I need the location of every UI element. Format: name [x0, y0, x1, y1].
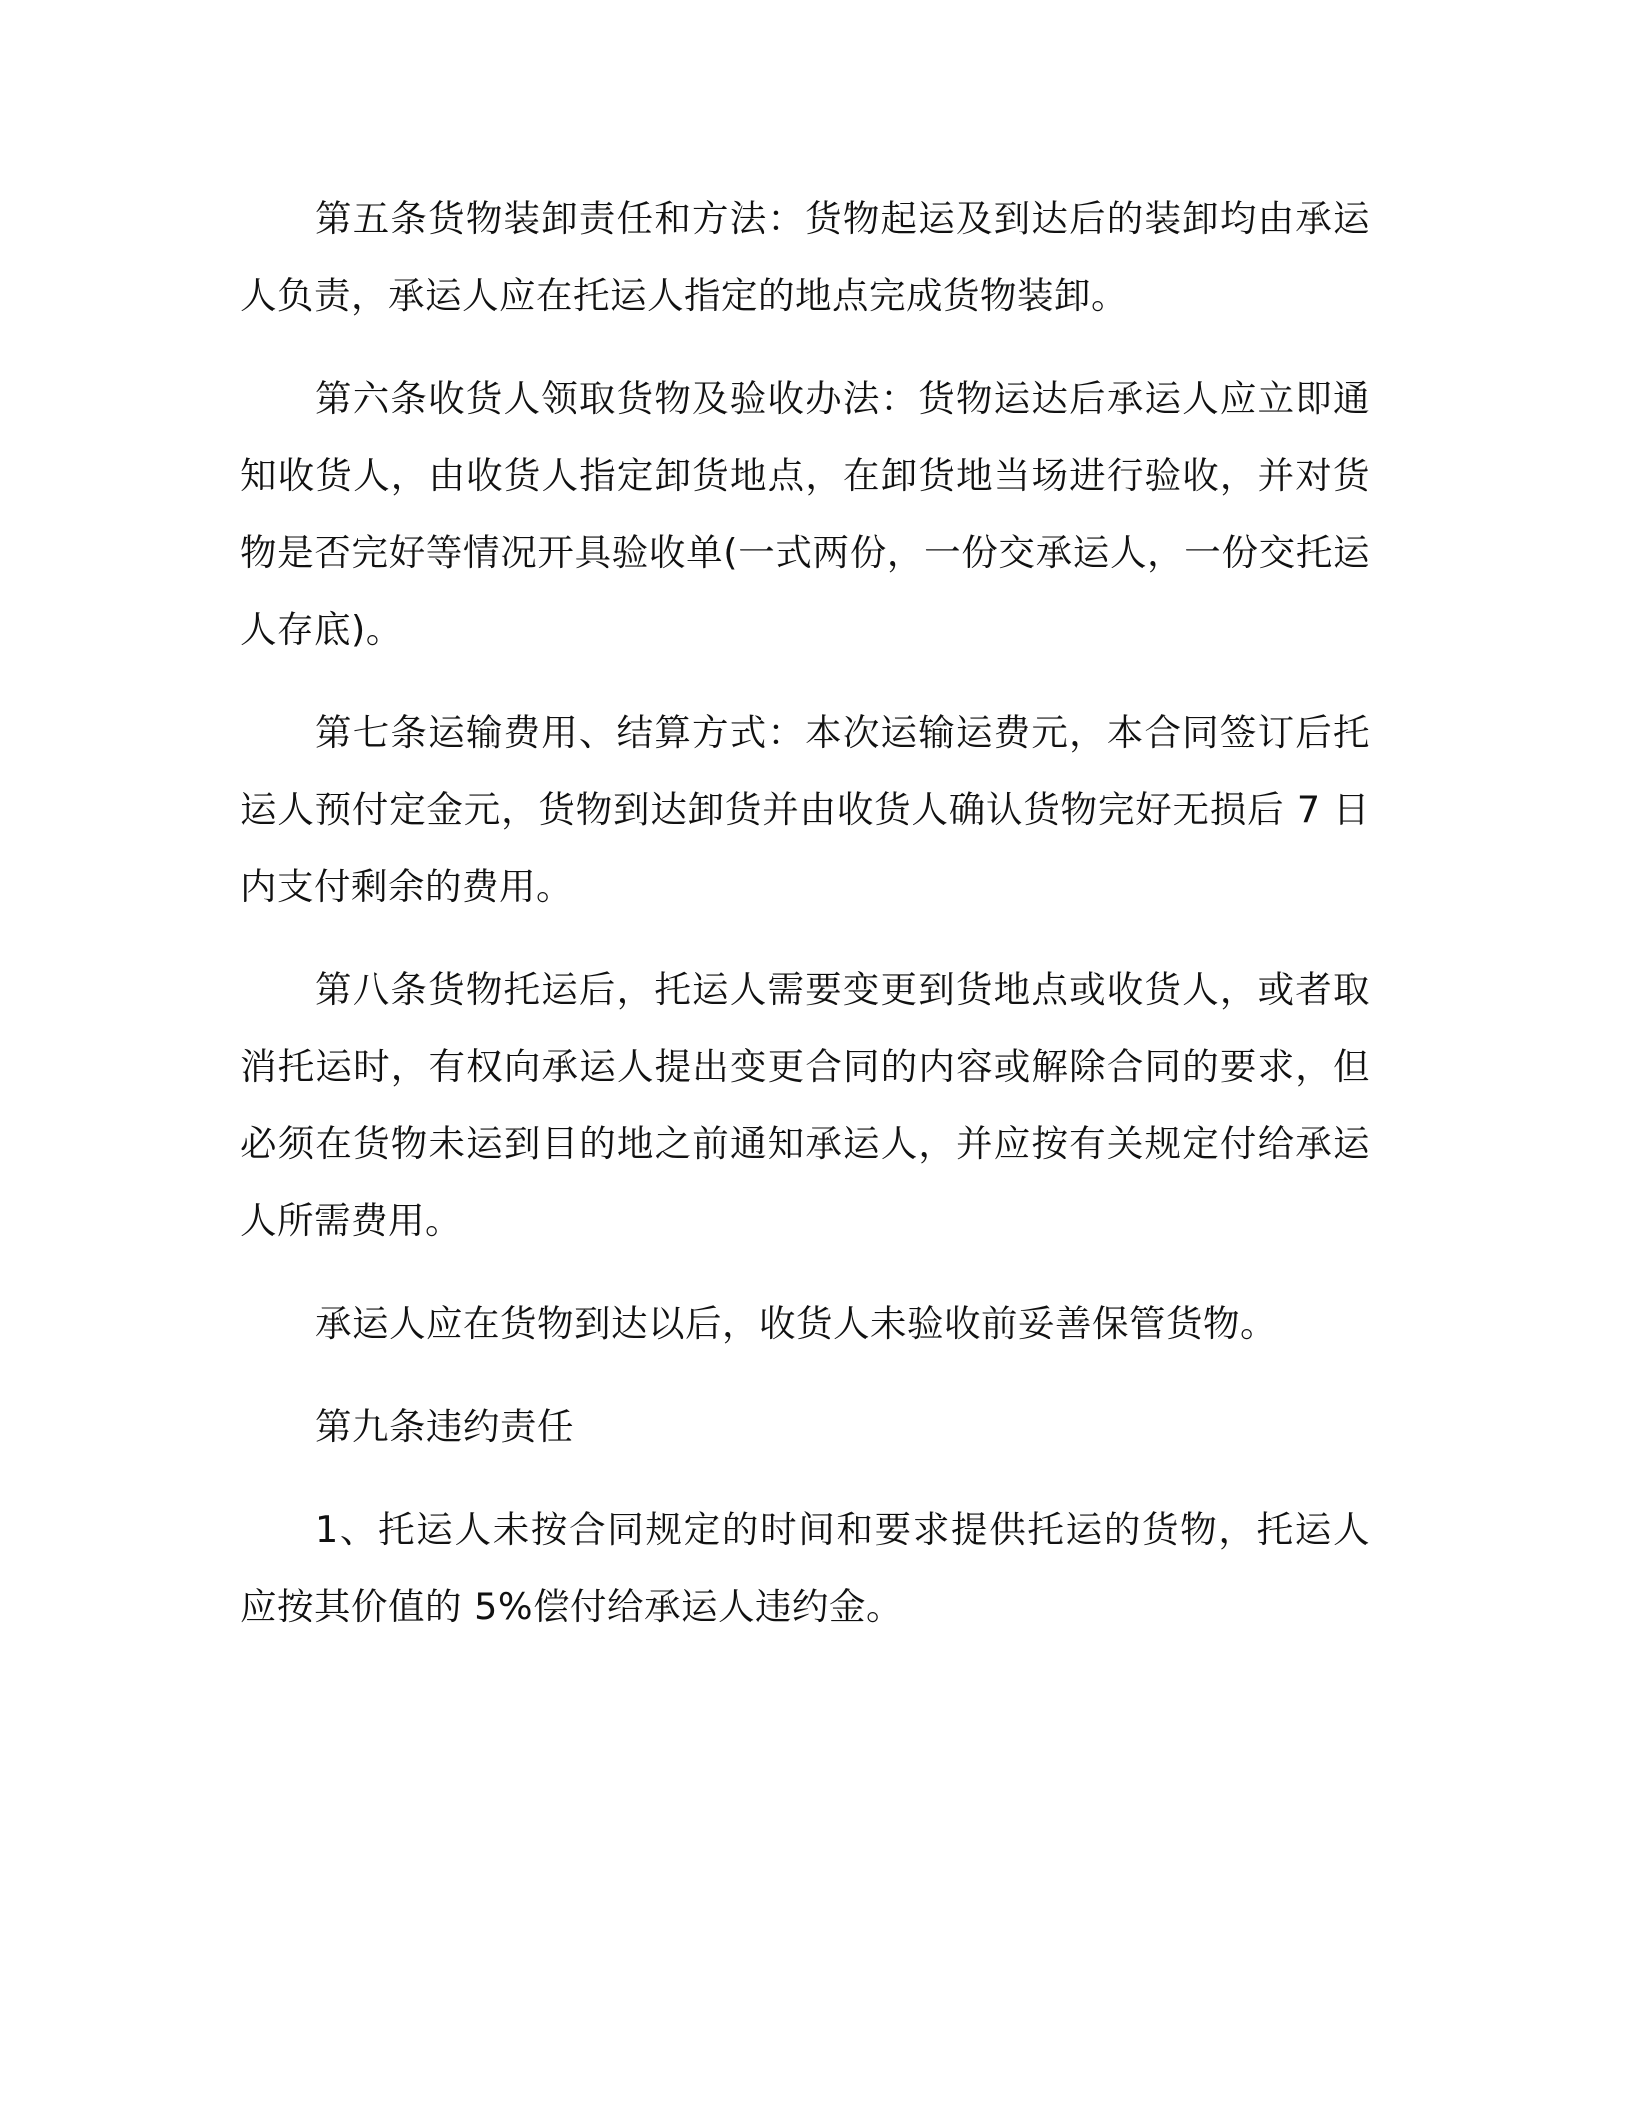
clause-9-item-1-paragraph: 1、托运人未按合同规定的时间和要求提供托运的货物，托运人应按其价值的 5%偿付给承运人违约金。 [240, 1508, 1370, 1628]
clause-9-heading: 第九条违约责任 [315, 1405, 574, 1448]
carrier-custody-paragraph: 承运人应在货物到达以后，收货人未验收前妥善保管货物。 [315, 1302, 1277, 1345]
clause-7-paragraph: 第七条运输费用、结算方式：本次运输运费元，本合同签订后托运人预付定金元，货物到达卸货并由收货人确认货物完好无损后 7 日内支付剩余的费用。 [240, 711, 1370, 908]
document-body [240, 180, 1370, 1671]
clause-6-paragraph: 第六条收货人领取货物及验收办法：货物运达后承运人应立即通知收货人，由收货人指定卸货地点，在卸货地当场进行验收，并对货物是否完好等情况开具验收单(一式两份，一份交承运人，一份交托运人存底)。 [240, 377, 1370, 651]
clause-8-paragraph: 第八条货物托运后，托运人需要变更到货地点或收货人，或者取消托运时，有权向承运人提出变更合同的内容或解除合同的要求，但必须在货物未运到目的地之前通知承运人，并应按有关规定付给承运人所需费用。 [240, 968, 1370, 1242]
clause-5-paragraph: 第五条货物装卸责任和方法：货物起运及到达后的装卸均由承运人负责，承运人应在托运人指定的地点完成货物装卸。 [240, 197, 1370, 317]
